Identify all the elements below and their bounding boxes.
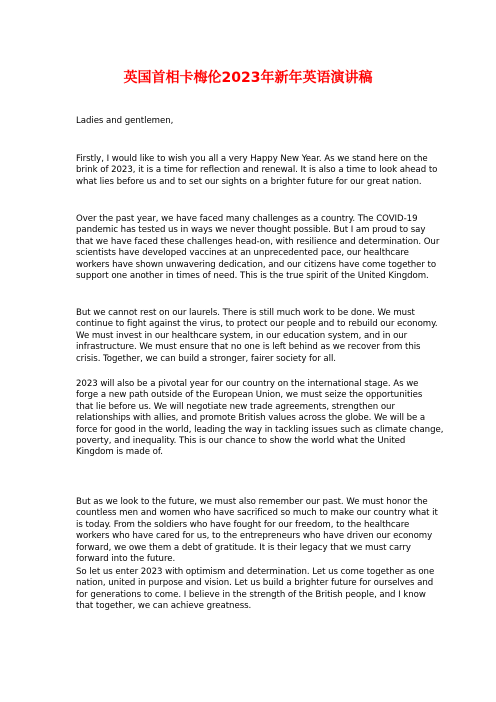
paragraph-line: We must invest in our healthcare system, in our education system, and in our bbox=[76, 330, 408, 341]
paragraph-line: for generations to come. I believe in the strength of the British people, and I know bbox=[76, 589, 426, 600]
paragraph-line: Ladies and gentlemen, bbox=[76, 116, 174, 126]
paragraph-line: that we have faced these challenges head-on, with resilience and determination. Our bbox=[76, 236, 440, 247]
paragraph-line: forge a new path outside of the European Union, we must seize the opportunities bbox=[76, 390, 423, 401]
paragraph-line: that lie before us. We will negotiate new trade agreements, strengthen our bbox=[76, 401, 395, 412]
paragraph-line: nation, united in purpose and vision. Let us build a brighter future for ourselves and bbox=[76, 578, 434, 589]
paragraph bbox=[76, 116, 428, 127]
paragraph-line: force for good in the world, leading the way in tackling issues such as climate change, bbox=[76, 424, 444, 435]
paragraph bbox=[76, 497, 438, 565]
paragraph-line: infrastructure. We must ensure that no one is left behind as we recover from this bbox=[76, 342, 421, 353]
paragraph-line: that together, we can achieve greatness. bbox=[76, 601, 252, 612]
paragraph-line: Firstly, I would like to wish you all a very Happy New Year. As we stand here on the bbox=[76, 154, 428, 164]
paragraph bbox=[76, 567, 435, 613]
paragraph-line: poverty, and inequality. This is our chance to show the world what the United bbox=[76, 436, 406, 447]
paragraph-line: workers have shown unwavering dedication, and our citizens have come together to bbox=[76, 259, 437, 270]
paragraph-line: But as we look to the future, we must also remember our past. We must honor the bbox=[76, 497, 428, 507]
paragraph-line: what lies before us and to set our sights on a brighter future for our great nation. bbox=[76, 176, 422, 187]
paragraph-line: continue to fight against the virus, to protect our people and to rebuild our economy. bbox=[76, 319, 438, 330]
paragraph-line: brink of 2023, it is a time for reflection and renewal. It is also a time to look ahead to bbox=[76, 165, 438, 176]
paragraph-line: support one another in times of need. This is the true spirit of the United Kingdom. bbox=[76, 271, 429, 282]
paragraph bbox=[76, 154, 438, 188]
paragraph-line: Over the past year, we have faced many challenges as a country. The COVID-19 bbox=[76, 214, 418, 224]
paragraph-line: countless men and women who have sacrificed so much to make our country what it bbox=[76, 508, 438, 519]
paragraph-line: forward, we owe them a debt of gratitude. It is their legacy that we must carry bbox=[76, 542, 411, 553]
paragraph-line: is today. From the soldiers who have fought for our freedom, to the healthcare bbox=[76, 519, 410, 530]
paragraph bbox=[76, 308, 438, 365]
paragraph bbox=[76, 214, 440, 282]
paragraph-line: workers who have cared for us, to the entrepreneurs who have driven our economy bbox=[76, 531, 433, 542]
paragraph-line: So let us enter 2023 with optimism and determination. Let us come together as one bbox=[76, 567, 435, 577]
paragraph-line: pandemic has tested us in ways we never thought possible. But I am proud to say bbox=[76, 225, 426, 236]
paragraph-line: relationships with allies, and promote British values across the globe. We will be a bbox=[76, 413, 426, 424]
document-title: 英国首相卡梅伦2023年新年英语演讲稿 bbox=[123, 70, 373, 86]
paragraph-line: But we cannot rest on our laurels. There is still much work to be done. We must bbox=[76, 308, 415, 318]
paragraph-line: 2023 will also be a pivotal year for our country on the international stage. As we bbox=[76, 379, 419, 389]
paragraph-line: crisis. Together, we can build a stronger, fairer society for all. bbox=[76, 353, 336, 364]
paragraph-line: Kingdom is made of. bbox=[76, 447, 163, 458]
paragraph-line: scientists have developed vaccines at an unprecedented pace, our healthcare bbox=[76, 248, 409, 259]
paragraph bbox=[76, 379, 444, 459]
paragraph-line: forward into the future. bbox=[76, 554, 176, 565]
